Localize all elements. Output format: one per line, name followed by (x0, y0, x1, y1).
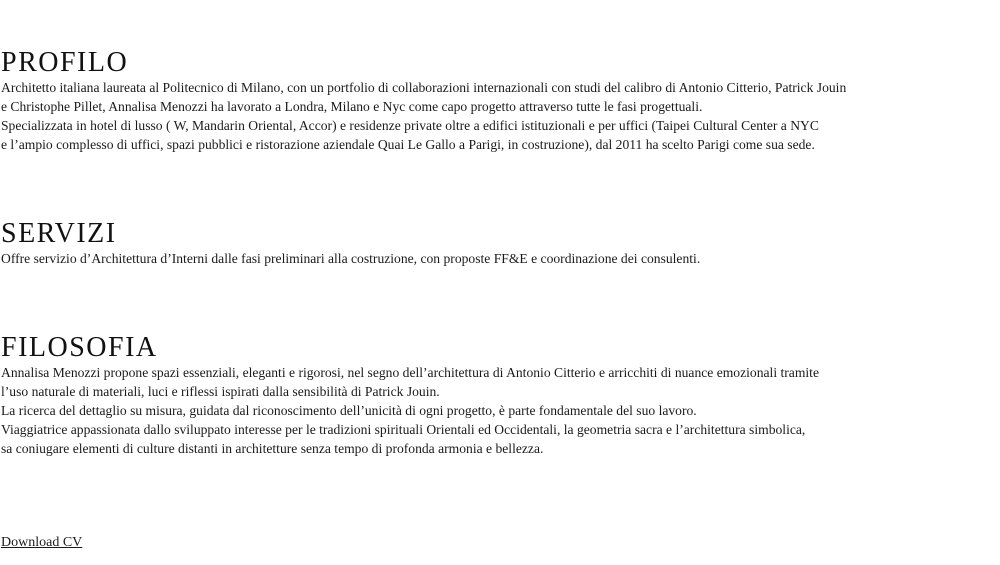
filosofia-line: l’uso naturale di materiali, luci e riflessi ispirati dalla sensibilità di Patrick Jouin. (1, 384, 440, 399)
profilo-line: e Christophe Pillet, Annalisa Menozzi ha lavorato a Londra, Milano e Nyc come capo progetto attraverso tutte le fasi progettuali. (1, 99, 703, 114)
section-filosofia (1, 333, 997, 458)
filosofia-line: Annalisa Menozzi propone spazi essenziali, eleganti e rigorosi, nel segno dell’architettura di Antonio Citterio e arricchiti di nuance emozionali tramite (1, 365, 819, 380)
filosofia-line: Viaggiatrice appassionata dallo sviluppato interesse per le tradizioni spirituali Orientali ed Occidentali, la geometria sacra e l’architettura simbolica, (1, 422, 806, 437)
filosofia-title: FILOSOFIA (1, 332, 158, 363)
filosofia-body (1, 363, 997, 458)
servizi-body (1, 249, 997, 268)
profilo-line: Specializzata in hotel di lusso ( W, Mandarin Oriental, Accor) e residenze private oltre a edifici istituzionali e per uffici (Taipei Cultural Center a NYC (1, 118, 819, 133)
servizi-line: Offre servizio d’Architettura d’Interni dalle fasi preliminari alla costruzione, con proposte FF&E e coordinazione dei consulenti. (1, 251, 701, 266)
profilo-line: e l’ampio complesso di uffici, spazi pubblici e ristorazione aziendale Quai Le Gallo a Parigi, in costruzione), dal 2011 ha scelto Parigi come sua sede. (1, 137, 815, 152)
profilo-title: PROFILO (1, 47, 129, 78)
filosofia-line: La ricerca del dettaglio su misura, guidata dal riconoscimento dell’unicità di ogni progetto, è parte fondamentale del suo lavoro. (1, 403, 697, 418)
filosofia-line: sa coniugare elementi di culture distanti in architetture senza tempo di profonda armonia e bellezza. (1, 441, 544, 456)
section-servizi (1, 219, 997, 268)
servizi-title: SERVIZI (1, 218, 117, 249)
profilo-line: Architetto italiana laureata al Politecnico di Milano, con un portfolio di collaborazioni internazionali con studi del calibro di Antonio Citterio, Patrick Jouin (1, 80, 847, 95)
section-profilo (1, 48, 997, 154)
profilo-body (1, 78, 997, 154)
download-cv-link[interactable]: Download CV (1, 535, 83, 550)
